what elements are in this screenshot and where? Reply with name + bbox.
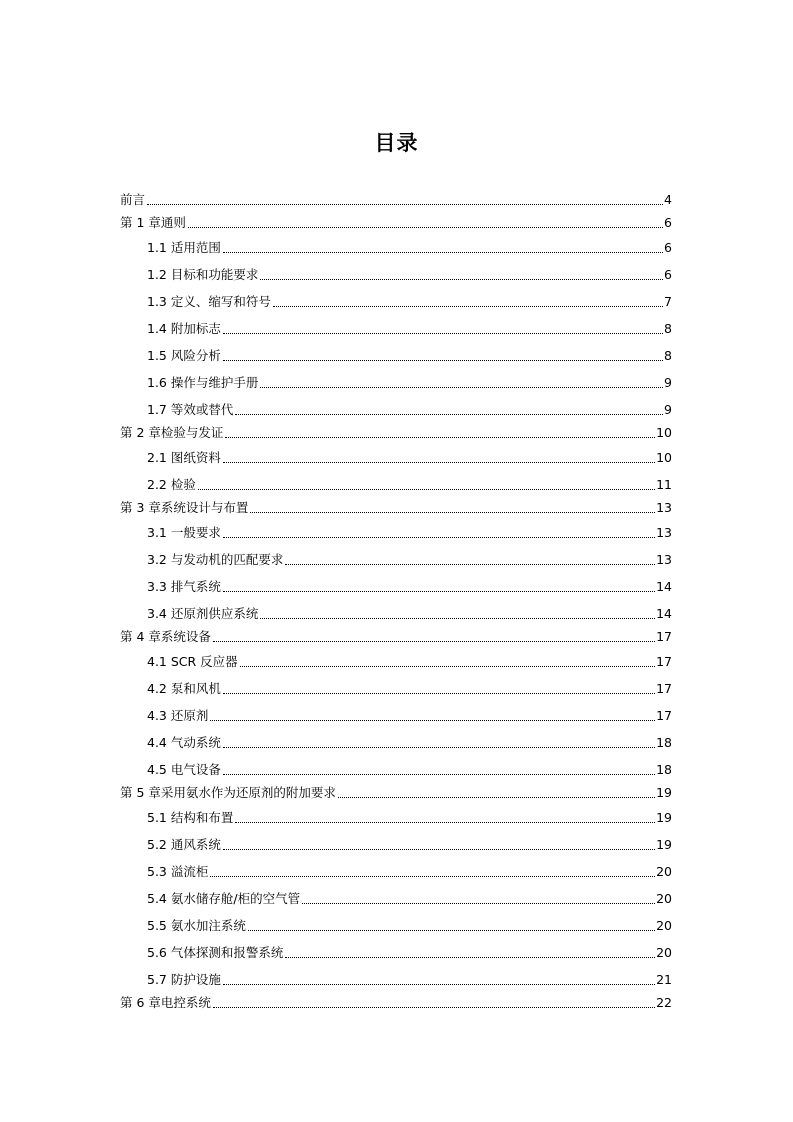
toc-entry-page-number: 19 [656, 785, 672, 800]
toc-dot-leader [223, 537, 655, 538]
toc-entry[interactable] [147, 971, 672, 989]
toc-entry[interactable] [120, 499, 672, 517]
toc-dot-leader [210, 720, 655, 721]
toc-entry[interactable] [147, 809, 672, 827]
toc-entry-label: 1.6 操作与维护手册 [147, 375, 259, 390]
toc-dot-leader [223, 462, 655, 463]
toc-dot-leader [223, 591, 655, 592]
toc-entry-label: 1.7 等效或替代 [147, 402, 234, 417]
toc-entry[interactable] [120, 994, 672, 1012]
toc-entry-page-number: 17 [656, 708, 672, 723]
toc-entry-label: 1.3 定义、缩写和符号 [147, 294, 271, 309]
toc-entry-label: 2.2 检验 [147, 477, 196, 492]
toc-entry-label: 3.1 一般要求 [147, 525, 221, 540]
toc-dot-leader [302, 903, 655, 904]
toc-entry[interactable] [147, 374, 672, 392]
toc-entry-label: 3.3 排气系统 [147, 579, 221, 594]
toc-entry-page-number: 4 [664, 192, 672, 207]
toc-entry-page-number: 8 [664, 321, 672, 336]
toc-entry[interactable] [147, 863, 672, 881]
toc-dot-leader [235, 822, 655, 823]
toc-entry-label: 5.7 防护设施 [147, 972, 221, 987]
toc-entry-page-number: 13 [656, 500, 672, 515]
toc-entry[interactable] [147, 944, 672, 962]
toc-entry-page-number: 10 [656, 425, 672, 440]
toc-dot-leader [248, 930, 655, 931]
toc-entry-page-number: 13 [656, 552, 672, 567]
toc-dot-leader [223, 747, 655, 748]
toc-dot-leader [225, 437, 655, 438]
toc-dot-leader [213, 641, 655, 642]
toc-entry-label: 5.2 通风系统 [147, 837, 221, 852]
toc-dot-leader [223, 693, 655, 694]
toc-dot-leader [338, 797, 655, 798]
toc-dot-leader [223, 333, 663, 334]
toc-dot-leader [188, 227, 663, 228]
toc-entry-label: 4.1 SCR 反应器 [147, 654, 238, 669]
toc-entry[interactable] [147, 239, 672, 257]
toc-entry[interactable] [147, 266, 672, 284]
toc-entry[interactable] [120, 628, 672, 646]
toc-entry-page-number: 9 [664, 402, 672, 417]
toc-entry-page-number: 6 [664, 215, 672, 230]
toc-entry-label: 5.6 气体探测和报警系统 [147, 945, 284, 960]
toc-dot-leader [223, 849, 655, 850]
toc-entry-label: 第 5 章采用氨水作为还原剂的附加要求 [120, 785, 336, 800]
toc-entry-label: 5.1 结构和布置 [147, 810, 234, 825]
toc-dot-leader [223, 360, 663, 361]
toc-dot-leader [198, 489, 655, 490]
toc-entry-page-number: 14 [656, 606, 672, 621]
toc-entry[interactable] [120, 214, 672, 232]
toc-entry-label: 4.3 还原剂 [147, 708, 209, 723]
toc-entry-page-number: 19 [656, 810, 672, 825]
toc-entry-page-number: 18 [656, 735, 672, 750]
toc-entry-page-number: 17 [656, 629, 672, 644]
toc-dot-leader [223, 774, 655, 775]
toc-entry-page-number: 17 [656, 654, 672, 669]
toc-dot-leader [260, 618, 655, 619]
toc-entry-label: 3.2 与发动机的匹配要求 [147, 552, 284, 567]
toc-entry-label: 5.4 氨水储存舱/柜的空气管 [147, 891, 301, 906]
toc-dot-leader [210, 876, 655, 877]
toc-entry[interactable] [147, 578, 672, 596]
toc-entry-label: 第 3 章系统设计与布置 [120, 500, 249, 515]
toc-dot-leader [235, 414, 663, 415]
toc-entry[interactable] [147, 707, 672, 725]
toc-entry-label: 第 4 章系统设备 [120, 629, 211, 644]
toc-entry[interactable] [147, 551, 672, 569]
toc-entry-label: 第 6 章电控系统 [120, 995, 211, 1010]
toc-dot-leader [250, 512, 655, 513]
toc-entry-label: 第 1 章通则 [120, 215, 186, 230]
toc-entry-label: 1.5 风险分析 [147, 348, 221, 363]
toc-entry-page-number: 6 [664, 240, 672, 255]
toc-entry-label: 前言 [120, 192, 146, 207]
toc-dot-leader [147, 204, 663, 205]
toc-entry[interactable] [147, 653, 672, 671]
toc-entry[interactable] [147, 917, 672, 935]
toc-entry[interactable] [147, 605, 672, 623]
toc-entry-page-number: 20 [656, 891, 672, 906]
toc-entry-page-number: 17 [656, 681, 672, 696]
toc-entry-page-number: 11 [656, 477, 672, 492]
toc-dot-leader [223, 252, 663, 253]
toc-entry[interactable] [120, 424, 672, 442]
toc-entry[interactable] [147, 476, 672, 494]
toc-entry-label: 1.4 附加标志 [147, 321, 221, 336]
toc-entry-label: 4.2 泵和风机 [147, 681, 221, 696]
toc-entry[interactable] [147, 449, 672, 467]
toc-entry-label: 4.4 气动系统 [147, 735, 221, 750]
toc-entry-label: 1.1 适用范围 [147, 240, 221, 255]
toc-title: 目录 [374, 131, 419, 155]
toc-entry-page-number: 22 [656, 995, 672, 1010]
toc-entry-page-number: 8 [664, 348, 672, 363]
toc-entry-label: 4.5 电气设备 [147, 762, 221, 777]
toc-entry-page-number: 20 [656, 918, 672, 933]
toc-dot-leader [223, 984, 655, 985]
toc-entry-page-number: 19 [656, 837, 672, 852]
toc-entry[interactable] [147, 524, 672, 542]
toc-entry-label: 5.5 氨水加注系统 [147, 918, 246, 933]
toc-entry[interactable] [147, 836, 672, 854]
toc-entry-page-number: 21 [656, 972, 672, 987]
toc-entry-label: 5.3 溢流柜 [147, 864, 209, 879]
toc-entry-label: 1.2 目标和功能要求 [147, 267, 259, 282]
toc-dot-leader [285, 957, 655, 958]
toc-entry[interactable] [147, 320, 672, 338]
toc-entry[interactable] [147, 734, 672, 752]
toc-entry-label: 3.4 还原剂供应系统 [147, 606, 259, 621]
toc-entry-page-number: 10 [656, 450, 672, 465]
toc-entry[interactable] [120, 191, 672, 209]
toc-entry-page-number: 13 [656, 525, 672, 540]
toc-entry[interactable] [147, 347, 672, 365]
toc-entry[interactable] [147, 761, 672, 779]
toc-entry-label: 2.1 图纸资料 [147, 450, 221, 465]
toc-entry-page-number: 9 [664, 375, 672, 390]
toc-entry-page-number: 18 [656, 762, 672, 777]
toc-dot-leader [240, 666, 655, 667]
toc-entry-label: 第 2 章检验与发证 [120, 425, 224, 440]
toc-entry-page-number: 7 [664, 294, 672, 309]
toc-entry-page-number: 20 [656, 864, 672, 879]
toc-entry[interactable] [120, 784, 672, 802]
toc-entry-page-number: 6 [664, 267, 672, 282]
toc-entry-page-number: 20 [656, 945, 672, 960]
toc-dot-leader [273, 306, 663, 307]
toc-entry[interactable] [147, 293, 672, 311]
toc-dot-leader [285, 564, 655, 565]
toc-entry[interactable] [147, 401, 672, 419]
toc-dot-leader [260, 279, 663, 280]
toc-dot-leader [213, 1007, 655, 1008]
toc-entry-page-number: 14 [656, 579, 672, 594]
toc-entry[interactable] [147, 890, 672, 908]
toc-dot-leader [260, 387, 663, 388]
toc-entry[interactable] [147, 680, 672, 698]
